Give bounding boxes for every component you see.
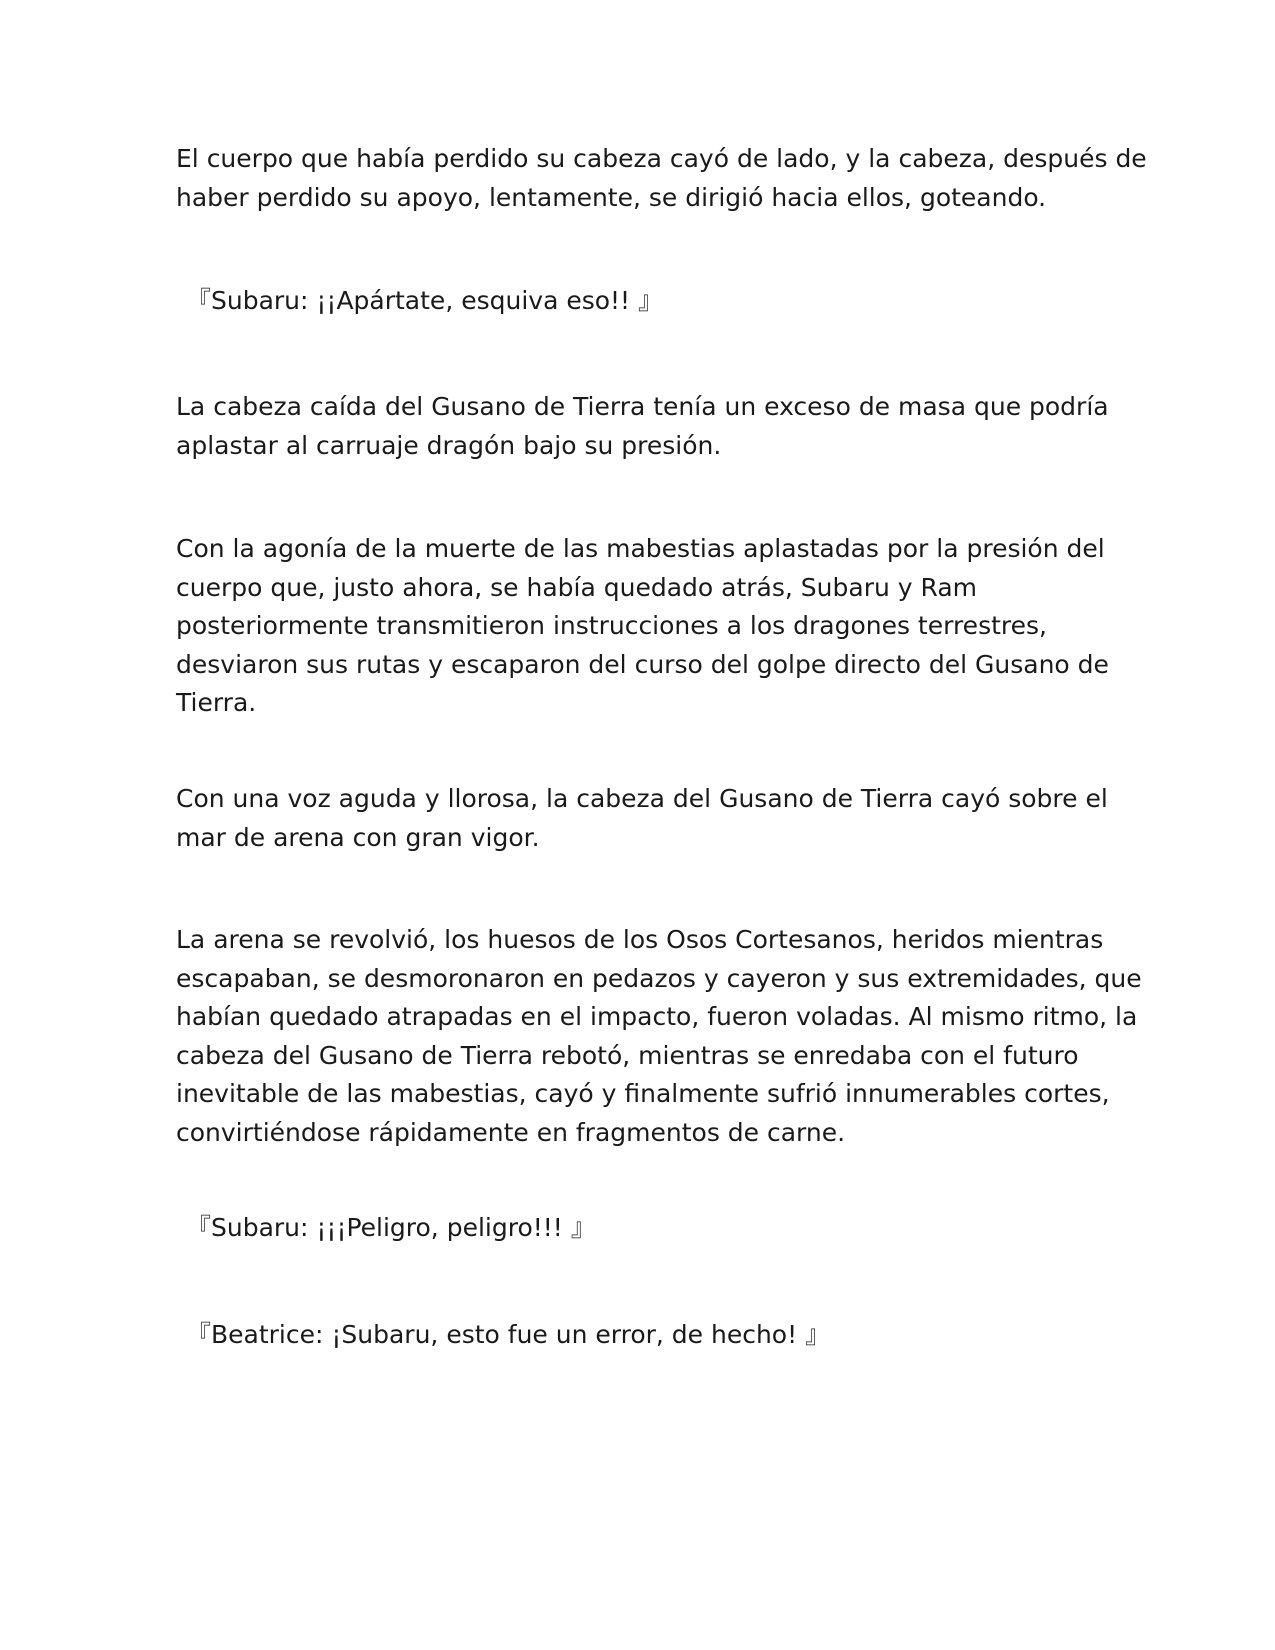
dialogue-line: 『Beatrice: ¡Subaru, esto fue un error, de hecho! 』 <box>186 1320 831 1349</box>
text-line: La cabeza caída del Gusano de Tierra tenía un exceso de masa que podría <box>176 392 1109 421</box>
text-line: convirtiéndose rápidamente en fragmentos de carne. <box>176 1117 846 1147</box>
text-line: Tierra. <box>176 688 257 717</box>
text-line: mar de arena con gran vigor. <box>176 822 540 852</box>
text-line: haber perdido su apoyo, lentamente, se dirigió hacia ellos, goteando. <box>176 182 1047 212</box>
text-line: desviaron sus rutas y escaparon del curso del golpe directo del Gusano de <box>176 649 1109 679</box>
text-line: posteriormente transmitieron instrucciones a los dragones terrestres, <box>176 611 1047 640</box>
text-line: cabeza del Gusano de Tierra rebotó, mientras se enredaba con el futuro <box>176 1040 1079 1070</box>
text-line: El cuerpo que había perdido su cabeza cayó de lado, y la cabeza, después de <box>176 144 1147 173</box>
text-line: La arena se revolvió, los huesos de los Osos Cortesanos, heridos mientras <box>176 925 1104 954</box>
text-line: Con una voz aguda y llorosa, la cabeza del Gusano de Tierra cayó sobre el <box>176 784 1108 813</box>
dialogue-subaru-dodge <box>186 282 1106 321</box>
text-line: habían quedado atrapadas en el impacto, fueron voladas. Al mismo ritmo, la <box>176 1002 1138 1031</box>
text-line: Con la agonía de la muerte de las mabestias aplastadas por la presión del <box>176 534 1105 563</box>
dialogue-subaru-danger <box>186 1209 1106 1248</box>
paragraph-head-mass <box>176 388 1109 465</box>
paragraph-body-falls <box>176 140 1147 217</box>
text-line: aplastar al carruaje dragón bajo su presión. <box>176 430 722 460</box>
text-line: cuerpo que, justo ahora, se había quedado atrás, Subaru y Ram <box>176 572 978 602</box>
paragraph-escape-course <box>176 530 1109 723</box>
text-line: inevitable de las mabestias, cayó y finalmente sufrió innumerables cortes, <box>176 1079 1110 1108</box>
dialogue-line: 『Subaru: ¡¡Apártate, esquiva eso!! 』 <box>186 286 664 315</box>
text-line: escapaban, se desmoronaron en pedazos y cayeron y sus extremidades, que <box>176 963 1142 993</box>
dialogue-beatrice-error <box>186 1316 1106 1355</box>
paragraph-head-lands <box>176 780 1108 857</box>
dialogue-line: 『Subaru: ¡¡¡Peligro, peligro!!! 』 <box>186 1213 596 1242</box>
paragraph-sand-churns <box>176 921 1142 1152</box>
